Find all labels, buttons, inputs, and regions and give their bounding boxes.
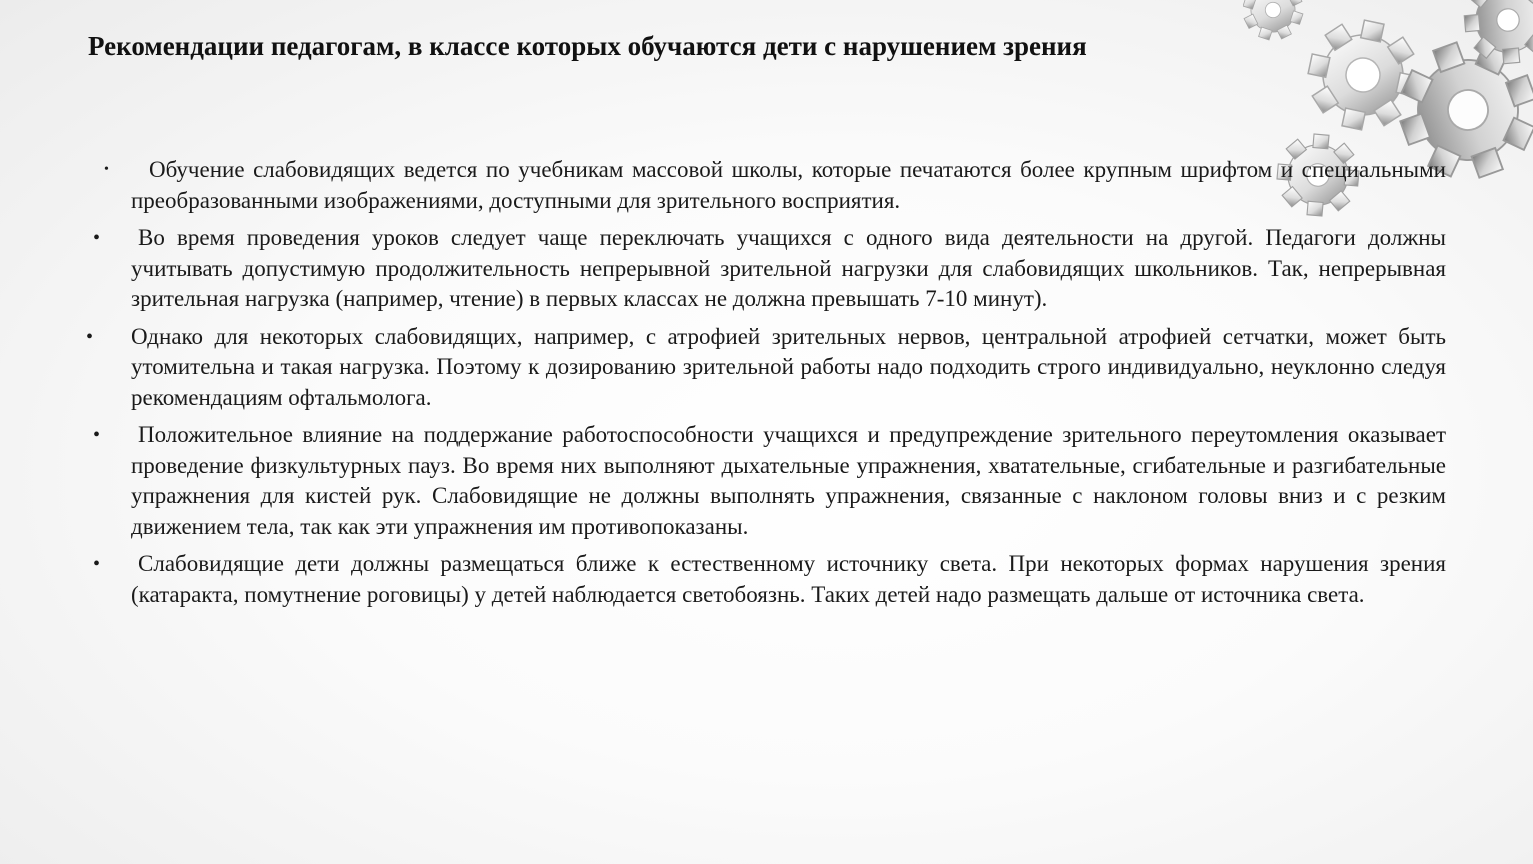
bullet-text: Положительное влияние на поддержание работоспособности учащихся и предупреждение зрительного переутомления оказывает проведение физкультурных пауз. Во время них выполняют дыхательные упражнения, хватательные, сгибательные и разгибательные упражнения для кистей рук. Слабовидящие не должны выполнять упражнения, связанные с наклоном головы вниз и с резким движением тела, так как эти упражнения им противопоказаны. (131, 422, 1446, 539)
bullet-text: Обучение слабовидящих ведется по учебникам массовой школы, которые печатаются более крупным шрифтом и специальными преобразованными изображениями, доступными для зрительного восприятия. (131, 157, 1446, 213)
bullet-marker: • (93, 227, 101, 249)
bullet-text: Однако для некоторых слабовидящих, например, с атрофией зрительных нервов, центральной атрофией сетчатки, может быть утомительна и такая нагрузка. Поэтому к дозированию зрительной работы надо подходить строго индивидуально, неуклонно следуя рекомендациям офтальмолога. (131, 323, 1446, 410)
bullet-marker: • (93, 424, 101, 446)
bullet-text: Во время проведения уроков следует чаще переключать учащихся с одного вида деятельности на другой. Педагоги должны учитывать допустимую продолжительность непрерывной зрительной нагрузки для слабовидящих школьников. Так, непрерывная зрительная нагрузка (например, чтение) в первых классах не должна превышать 7-10 минут). (131, 225, 1446, 311)
slide-title: Рекомендации педагогам, в классе которых обучаются дети с нарушением зрения (88, 31, 1087, 61)
bullet-list (86, 155, 1446, 617)
list-item (86, 549, 1446, 610)
bullet-marker: • (93, 553, 101, 575)
list-item (86, 223, 1446, 315)
list-item (86, 155, 1446, 216)
list-item (86, 322, 1446, 414)
bullet-marker: • (104, 162, 109, 177)
bullet-text: Слабовидящие дети должны размещаться ближе к естественному источнику света. При некоторых формах нарушения зрения (катаракта, помутнение роговицы) у детей наблюдается светобоязнь. Таких детей надо размещать дальше от источника света. (131, 551, 1446, 607)
bullet-marker: • (86, 325, 94, 348)
list-item (86, 420, 1446, 542)
